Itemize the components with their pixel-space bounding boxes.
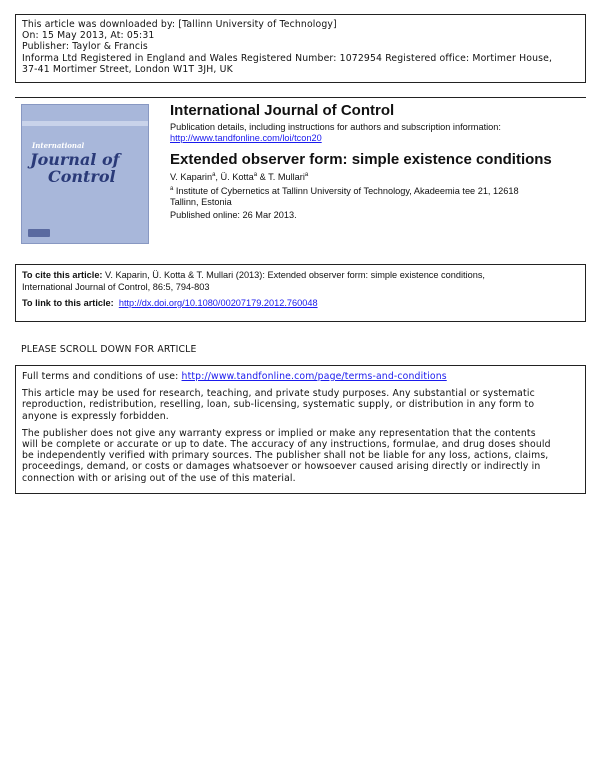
terms-box	[15, 365, 586, 494]
affiliation-line1: Institute of Cybernetics at Tallinn University of Technology, Akadeemia tee 21, 12618	[173, 186, 519, 196]
authors	[170, 172, 308, 183]
author-name: T. Mullari	[268, 172, 305, 182]
author-affiliation-mark: a	[212, 172, 216, 178]
divider	[15, 97, 586, 98]
disclaimer-paragraph	[22, 428, 579, 484]
disclaimer-line: connection with or arising out of the use of this material.	[22, 472, 296, 484]
journal-link[interactable]: http://www.tandfonline.com/loi/tcon20	[170, 133, 322, 143]
article-link-row	[22, 298, 579, 310]
cite-label: To cite this article:	[22, 270, 103, 280]
disclaimer-line: The publisher does not give any warranty express or implied or make any representation that the contents	[22, 427, 536, 439]
cite-text-line2: International Journal of Control, 86:5, 794-803	[22, 281, 210, 292]
usage-line: This article may be used for research, teaching, and private study purposes. Any substantial or systematic	[22, 388, 535, 400]
publisher-logo-icon	[28, 229, 50, 237]
article-title: Extended observer form: simple existence conditions	[170, 151, 552, 168]
cover-title-line2: Control	[48, 167, 116, 186]
download-date: On: 15 May 2013, At: 05:31	[22, 30, 155, 42]
terms-intro-text: Full terms and conditions of use:	[22, 371, 182, 382]
affiliation	[170, 186, 519, 208]
download-line: This article was downloaded by: [Tallinn University of Technology]	[22, 19, 337, 30]
registration-line: Informa Ltd Registered in England and Wales Registered Number: 1072954 Registered office: Mortimer House,	[22, 52, 553, 64]
link-label: To link to this article:	[22, 298, 114, 308]
terms-intro	[22, 371, 579, 382]
usage-line: anyone is expressly forbidden.	[22, 410, 169, 422]
scroll-notice: PLEASE SCROLL DOWN FOR ARTICLE	[21, 344, 197, 355]
doi-link[interactable]: http://dx.doi.org/10.1080/00207179.2012.760048	[118, 298, 318, 308]
author-affiliation-mark: a	[253, 172, 258, 178]
cover-title	[30, 151, 142, 185]
journal-title: International Journal of Control	[170, 102, 395, 119]
usage-paragraph	[22, 388, 579, 422]
terms-link[interactable]: http://www.tandfonline.com/page/terms-and-conditions	[181, 371, 447, 382]
disclaimer-line: will be complete or accurate or up to date. The accuracy of any instructions, formulae, and drug doses should	[22, 439, 551, 451]
cover-title-line1: Journal of	[30, 150, 120, 169]
publication-details: Publication details, including instructions for authors and subscription information:	[170, 122, 501, 132]
author-name: V. Kaparin	[170, 172, 213, 182]
affiliation-line2: Tallinn, Estonia	[170, 197, 232, 207]
usage-line: reproduction, redistribution, reselling, loan, sub-licensing, systematic supply, or distribution in any form to	[22, 399, 535, 411]
cite-text-line1: V. Kaparin, Ü. Kotta & T. Mullari (2013): Extended observer form: simple existence conditions,	[102, 270, 485, 280]
cover-small-text: International	[32, 141, 85, 150]
address-line: 37-41 Mortimer Street, London W1T 3JH, UK	[22, 63, 233, 75]
author-separator: ,	[215, 172, 221, 182]
author-name: Ü. Kotta	[220, 172, 254, 182]
publisher-line: Publisher: Taylor & Francis	[22, 41, 148, 53]
disclaimer-line: proceedings, demand, or costs or damages whatsoever or howsoever caused arising directly or indirectly in	[22, 461, 541, 473]
affiliation-mark: a	[170, 186, 174, 192]
journal-cover-image	[21, 104, 149, 244]
cover-band	[22, 121, 148, 126]
disclaimer-line: be independently verified with primary sources. The publisher shall not be liable for any loss, actions, claims,	[22, 450, 549, 462]
author-separator: &	[257, 172, 269, 182]
citation-box	[15, 264, 586, 322]
published-date: Published online: 26 Mar 2013.	[170, 210, 297, 220]
citation-text	[22, 270, 579, 282]
author-affiliation-mark: a	[304, 172, 309, 178]
download-info-box	[15, 14, 586, 83]
